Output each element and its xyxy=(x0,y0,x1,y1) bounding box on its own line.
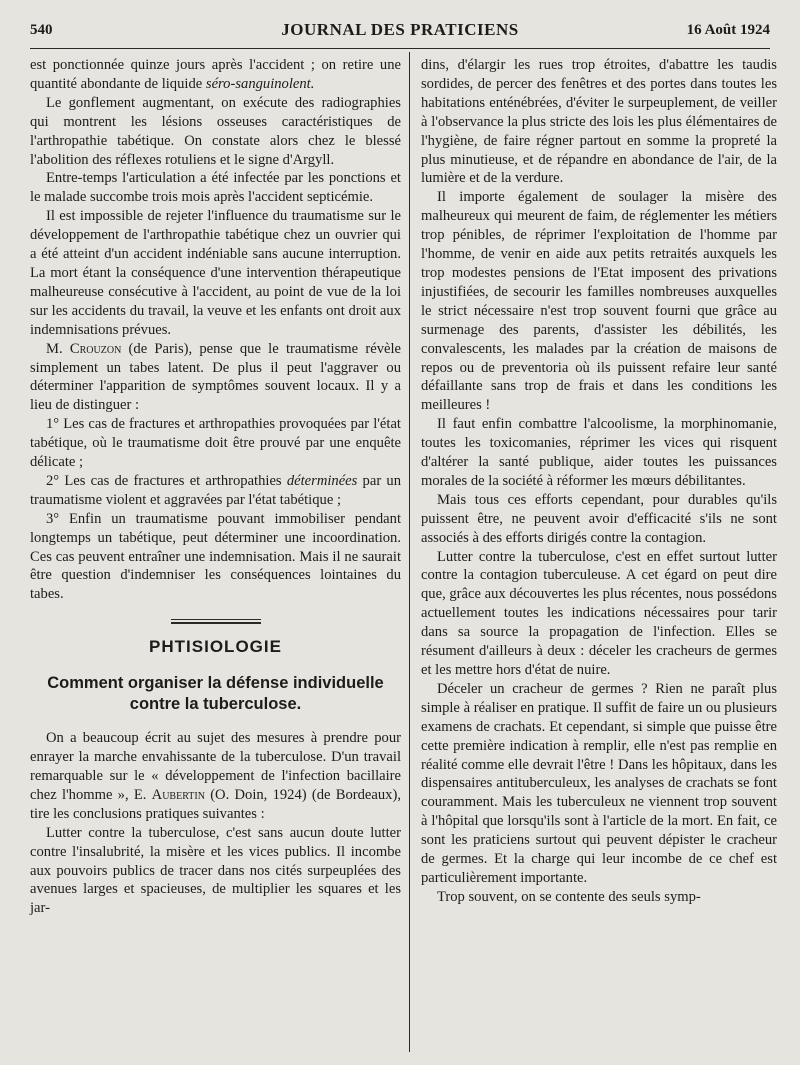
list-item: 2° Les cas de fractures et arthropathies déterminées par un traumatisme violent et aggravées par l'état tabétique ; xyxy=(30,472,401,508)
list-item: 3° Enfin un traumatisme pouvant immobiliser pendant longtemps un tabétique, peut déterminer une incoordination. Ces cas peuvent entraîner une indemnisation. Mais il ne saurait être question d'indemniser les conséquences lointaines du tabes. xyxy=(30,510,401,603)
issue-date: 16 Août 1924 xyxy=(686,22,770,38)
right-column xyxy=(421,56,777,907)
column-divider xyxy=(409,52,410,1052)
list-item: 1° Les cas de fractures et arthropathies provoquées par l'état tabétique, où le traumatisme doit être prouvé par une enquête délicate ; xyxy=(30,416,401,471)
paragraph: Lutter contre la tuberculose, c'est en effet surtout lutter contre la contagion tuberculeuse. A cet égard on peut dire que, grâce aux découvertes les plus récentes, nous possédons actuellement toutes les indications nécessaires pour tarir dans sa source la propagation de l'infection. Elles se résument d'ailleurs à deux : déceler les cracheurs de germes et les mettre hors d'état de nuire. xyxy=(421,548,777,678)
article-title: Comment organiser la défense individuelle contre la tuberculose. xyxy=(47,674,384,714)
header-rule xyxy=(30,48,770,49)
author-name: Crouzon xyxy=(69,340,122,357)
paragraph: On a beaucoup écrit au sujet des mesures à prendre pour enrayer la marche envahissante de la tuberculose. D'un travail remarquable sur le « développement de l'infection bacillaire chez l'homme », E. Aubertin (O. Doin, 1924) (de Bordeaux), tire les conclusions pratiques suivantes : xyxy=(30,730,401,822)
paragraph: est ponctionnée quinze jours après l'accident ; on retire une quantité abondante de liquide séro-sanguinolent. xyxy=(30,57,401,92)
paragraph: Lutter contre la tuberculose, c'est sans aucun doute lutter contre l'insalubrité, la misère et les vices publics. Il incombe aux pouvoirs publics de tracer dans nos cités surpeuplées des avenues larges et spacieuses, de multiplier les squares et les jar- xyxy=(30,824,401,917)
left-column xyxy=(30,56,401,918)
paragraph: Il est impossible de rejeter l'influence du traumatisme sur le développement de l'arthropathie tabétique chez un ouvrier qui a été atteint d'un accident indéniable sans aucune interruption. La mort étant la conséquence d'une intervention thérapeutique malheureuse consécutive à l'accident, au point de vue de la loi sur les accidents du travail, la veuve et les enfants ont droit aux indemnisations prévues. xyxy=(30,208,401,338)
paragraph: M. Crouzon (de Paris), pense que le traumatisme révèle simplement un tabes latent. De plus il peut l'aggraver ou déterminer l'apparition de symptômes souvent locaux. Il y a lieu de distinguer : xyxy=(30,340,401,414)
paragraph: Il importe également de soulager la misère des malheureux qui meurent de faim, de réglementer les métiers trop pénibles, de réprimer l'exploitation de l'homme par l'homme, de venir en aide aux petits retraités auxquels les trop modestes pensions de l'Etat imposent des privations injustifiées, de secourir les familles nombreuses auxquelles le strict nécessaire n'est trop souvent fourni que grâce au surmenage des parents, d'assister les débilités, les convalescents, les malades par la création de maisons de repos ou de preventoria où ils puissent refaire leur santé défaillante sans trop de frais et dans les conditions les meilleures ! xyxy=(421,189,777,414)
journal-title: JOURNAL DES PRATICIENS xyxy=(281,20,519,39)
paragraph: Déceler un cracheur de germes ? Rien ne paraît plus simple à réaliser en pratique. Il suffit de faire un ou plusieurs examens de crachats. Et cependant, si simple que puisse être cette première indication à remplir, elle n'est pas remplie en réalité comme elle devrait l'être ! Dans les hôpitaux, dans les dispensaires antituberculeux, les analyses de crachats se font couramment. Mais les tuberculeux ne viennent trop souvent à l'hôpital que lorsqu'ils sont à l'article de la mort. En fait, ce sont les praticiens surtout qui peuvent dépister le cracheur de germes. Et la charge qui leur incombe de ce chef est particulièrement importante. xyxy=(421,680,777,886)
section-title: PHTISIOLOGIE xyxy=(149,637,282,657)
paragraph: Mais tous ces efforts cependant, pour durables qu'ils puissent être, ne peuvent avoir d'efficacité s'ils ne sont associés à des efforts dirigés contre la contagion. xyxy=(421,491,777,546)
paragraph: dins, d'élargir les rues trop étroites, d'abattre les taudis sordides, de percer des fenêtres et des portes dans toutes les habitations enténébrées, d'éviter le surpeuplement, de veiller à l'observance la plus stricte des lois les plus élémentaires de l'hygiène, de faire régner partout en somme la propreté la plus minutieuse, et de répandre en abondance de l'air, de la lumière et de la verdure. xyxy=(421,57,777,187)
paragraph: Il faut enfin combattre l'alcoolisme, la morphinomanie, toutes les toxicomanies, réprimer les vices qui risquent d'altérer la santé publique, aider toutes les puissances morales de la société à réformer les mœurs débilitantes. xyxy=(421,416,777,489)
paragraph: Entre-temps l'articulation a été infectée par les ponctions et le malade succombe trois mois après l'accident septicémie. xyxy=(30,170,401,206)
author-name: Aubertin xyxy=(151,786,205,803)
paragraph: Le gonflement augmentant, on exécute des radiographies qui montrent les lésions osseuses caractéristiques de l'arthropathie tabétique. On constate alors chez le blessé l'abolition des réflexes rotuliens et le signe d'Argyll. xyxy=(30,94,401,168)
section-ornament xyxy=(171,618,261,626)
page-header xyxy=(30,20,770,46)
paragraph: Trop souvent, on se contente des seuls symp- xyxy=(437,888,701,905)
page-number: 540 xyxy=(30,22,53,38)
